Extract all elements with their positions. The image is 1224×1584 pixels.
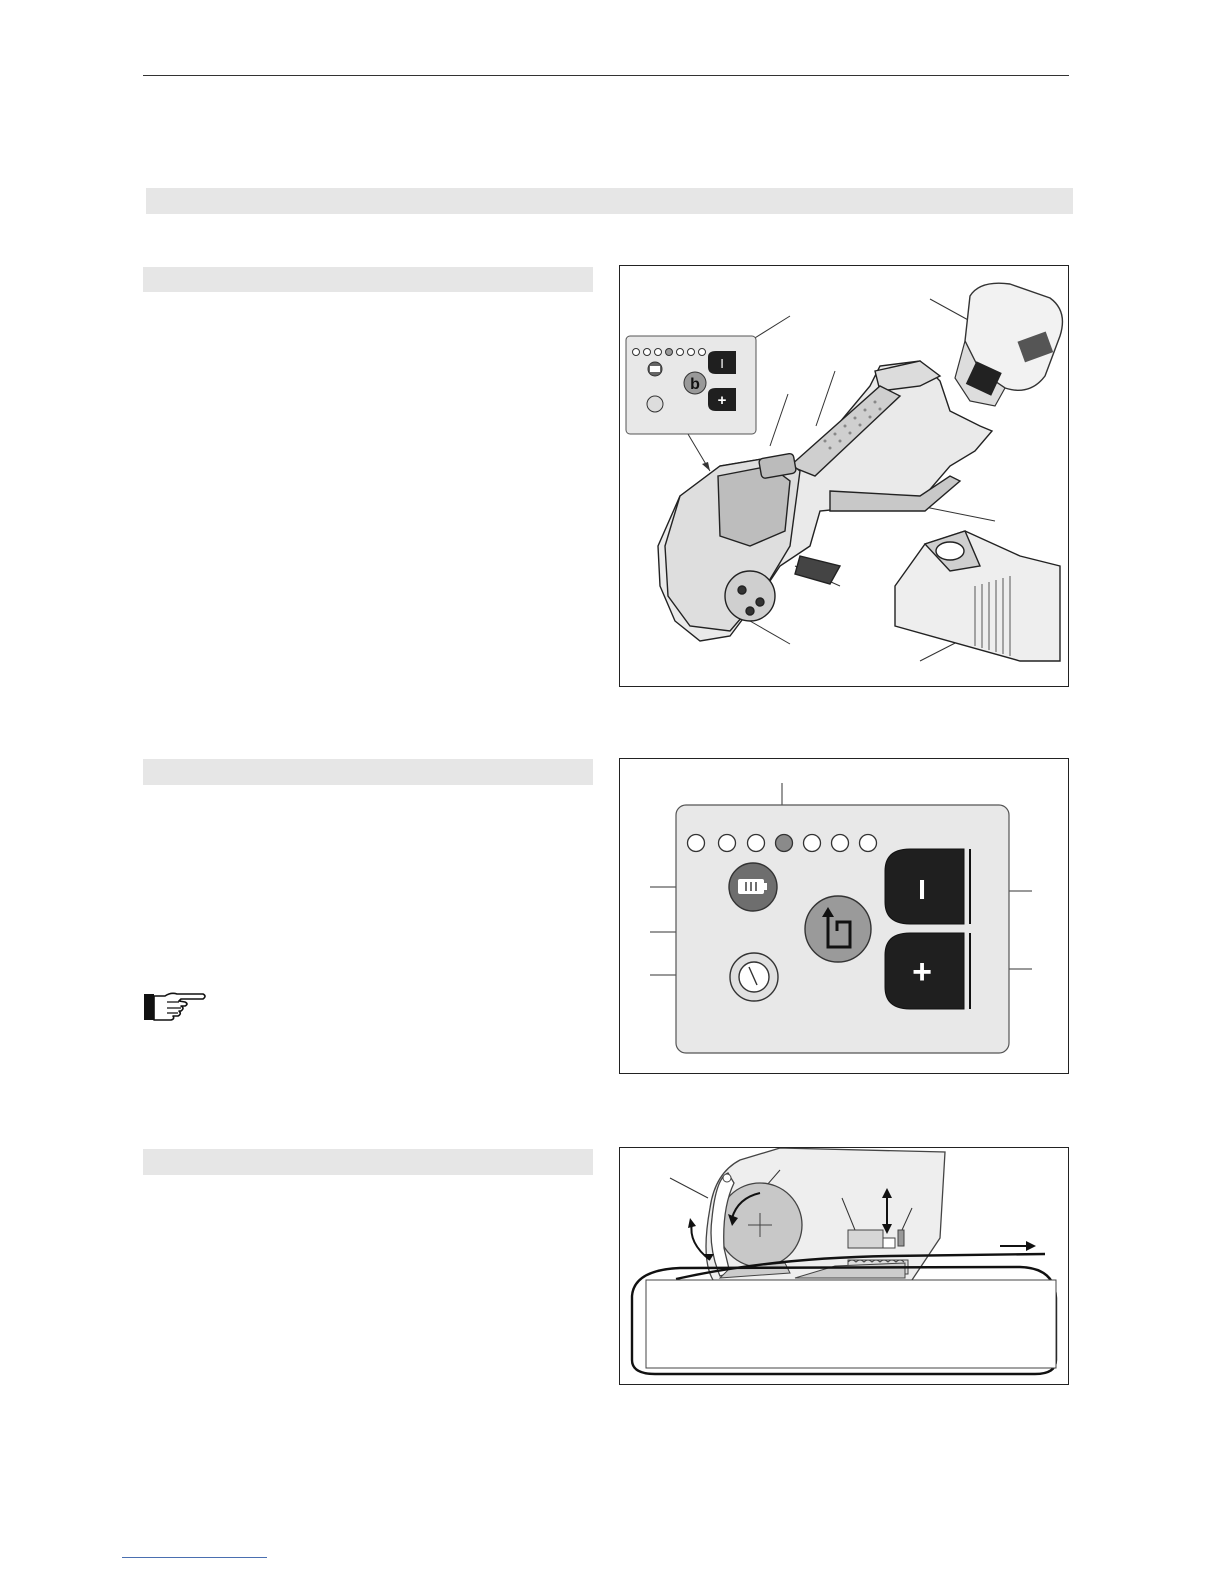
footer-link-rule: [122, 1557, 267, 1558]
svg-text:I: I: [720, 356, 724, 371]
minus-button[interactable]: [885, 849, 970, 924]
svg-text:+: +: [717, 392, 727, 409]
strap-direction-arrow: [1000, 1241, 1036, 1251]
package: [646, 1280, 1056, 1368]
svg-text:b: b: [690, 376, 700, 393]
header-rule: [143, 75, 1069, 76]
figure-control-panel: [619, 758, 1069, 1074]
battery-icon: [729, 863, 777, 911]
pointing-hand-icon: [143, 988, 209, 1024]
svg-text:+: +: [912, 953, 932, 991]
weld-timer-icon: [730, 953, 778, 1001]
subsection-band-overview: [143, 267, 593, 292]
tension-cycle-icon: [805, 896, 871, 962]
battery-charger: [895, 531, 1060, 661]
panel-inset: [626, 336, 756, 434]
feed-wheel: [718, 1183, 802, 1267]
battery-pack: [955, 283, 1062, 406]
plus-button[interactable]: [885, 933, 970, 1009]
figure-tool-overview: [619, 265, 1069, 687]
svg-text:I: I: [918, 874, 926, 905]
section-heading-band: [146, 188, 1073, 214]
subsection-band-control-panel: [143, 759, 593, 785]
figure-function-schematic: [619, 1147, 1069, 1385]
subsection-band-function: [143, 1149, 593, 1175]
